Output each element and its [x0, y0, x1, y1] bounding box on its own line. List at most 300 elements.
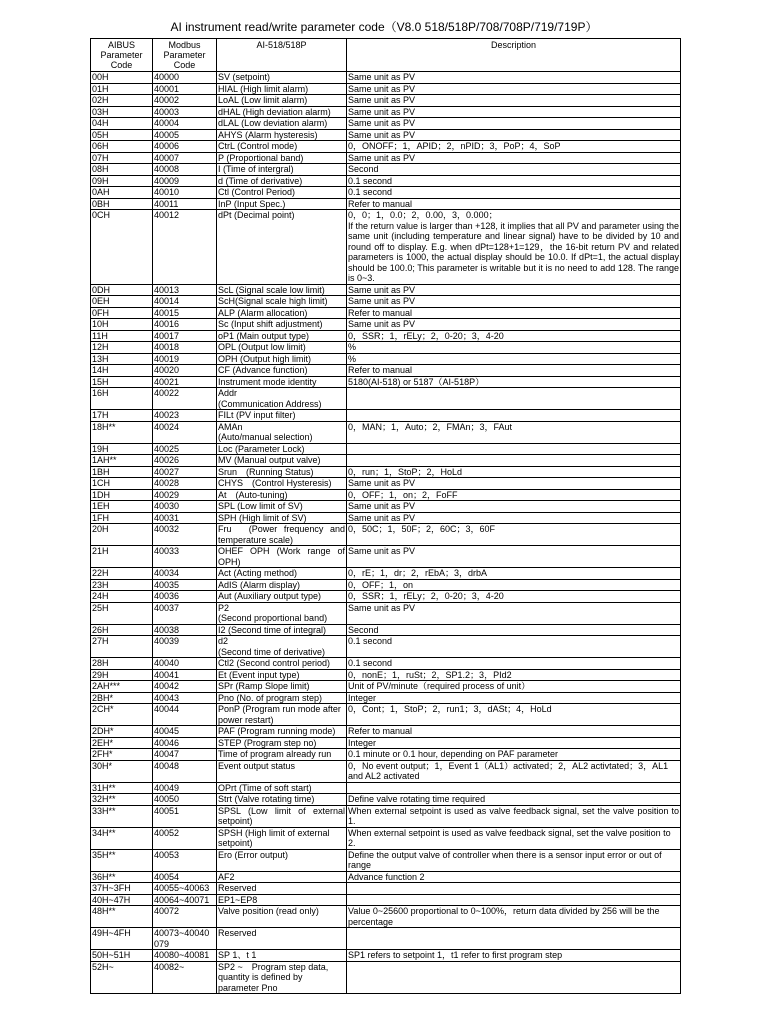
description-cell: Unit of PV/minute（required process of unit） [347, 681, 681, 693]
description-cell: 0，nonE；1，ruSt；2，SP1.2；3，PId2 [347, 669, 681, 681]
modbus-code-cell: 40048 [153, 760, 217, 782]
table-row [91, 512, 681, 524]
modbus-code-cell: 40028 [153, 478, 217, 490]
modbus-code-cell: 40022 [153, 388, 217, 410]
aibus-code-cell: 24H [91, 591, 153, 603]
description-cell: When external setpoint is used as valve feedback signal, set the valve position to 1. [348, 805, 679, 826]
table-row [91, 636, 681, 658]
description-cell: 0，Cont；1，StoP；2，run1；3，dASt；4，HoLd [347, 704, 681, 726]
table-row [91, 568, 681, 580]
description-cell: Same unit as PV [347, 95, 681, 107]
description-cell: Same unit as PV [347, 152, 681, 164]
modbus-code-cell: 40003 [153, 106, 217, 118]
table-row [91, 624, 681, 636]
aibus-code-cell: 01H [91, 83, 153, 95]
description-cell: Advance function 2 [347, 871, 681, 883]
aibus-code-cell: 0EH [91, 296, 153, 308]
modbus-code-cell: 40010 [153, 187, 217, 199]
parameter-name-cell: Strt (Valve rotating time) [217, 794, 347, 806]
description-cell: Same unit as PV [347, 72, 681, 84]
table-row [91, 106, 681, 118]
parameter-name-cell: InP (Input Spec.) [217, 198, 347, 210]
description-cell: 0，ONOFF；1，APID；2，nPID；3，PoP；4，SoP [347, 141, 681, 153]
description-cell [347, 883, 681, 895]
table-row [91, 388, 681, 410]
table-row [91, 376, 681, 388]
description-cell: 0，run；1，StoP；2，HoLd [347, 466, 681, 478]
description-cell: Same unit as PV [347, 512, 681, 524]
aibus-code-cell: 0AH [91, 187, 153, 199]
table-row [91, 187, 681, 199]
description-cell: 0，SSR；1，rELy；2，0-20；3，4-20 [347, 591, 681, 603]
aibus-code-cell: 32H** [91, 794, 153, 806]
description-cell [347, 782, 681, 794]
aibus-code-cell: 13H [91, 353, 153, 365]
aibus-code-cell: 08H [91, 164, 153, 176]
parameter-name-cell: Instrument mode identity [217, 376, 347, 388]
parameter-name-cell: HIAL (High limit alarm) [217, 83, 347, 95]
aibus-code-cell: 1DH [91, 489, 153, 501]
description-cell: Same unit as PV [347, 546, 681, 568]
modbus-code-cell: 40029 [153, 489, 217, 501]
table-row [91, 906, 681, 928]
aibus-code-cell: 15H [91, 376, 153, 388]
description-cell: Refer to manual [347, 365, 681, 377]
description-cell: Refer to manual [347, 726, 681, 738]
header-aibus-code: AIBUS Parameter Code [91, 39, 153, 72]
parameter-name-cell: OHEF OPH (Work range of OPH) [218, 546, 345, 567]
aibus-code-cell: 35H** [91, 849, 153, 871]
parameter-name-cell: OPrt (Time of soft start) [217, 782, 347, 794]
aibus-code-cell: 31H** [91, 782, 153, 794]
modbus-code-cell: 40037 [153, 602, 217, 624]
table-row [91, 365, 681, 377]
modbus-code-cell: 40011 [153, 198, 217, 210]
modbus-code-cell: 40039 [153, 636, 217, 658]
table-row [91, 443, 681, 455]
description-cell: Define the output valve of controller when there is a sensor input error or out of range [347, 849, 681, 871]
aibus-code-cell: 1CH [91, 478, 153, 490]
description-cell: 0，OFF；1，on [347, 579, 681, 591]
table-row [91, 421, 681, 443]
table-row [91, 827, 681, 849]
table-row [91, 330, 681, 342]
parameter-name-cell: Sc (Input shift adjustment) [217, 319, 347, 331]
parameter-name-cell: SPr (Ramp Slope limit) [217, 681, 347, 693]
table-row [91, 478, 681, 490]
description-cell: 5180(AI-518) or 5187（AI-518P） [347, 376, 681, 388]
parameter-name-cell: Fru (Power frequency and temperature scale) [218, 524, 345, 545]
description-cell: 0，No event output；1，Event 1（AL1）activated；2，AL2 activtated；3，AL1 and AL2 activated [347, 760, 681, 782]
header-parameter-name: AI-518/518P [217, 39, 347, 72]
modbus-code-cell: 40064~40071 [153, 894, 217, 906]
parameter-name-cell: dHAL (High deviation alarm) [217, 106, 347, 118]
table-row [91, 894, 681, 906]
aibus-code-cell: 10H [91, 319, 153, 331]
aibus-code-cell: 19H [91, 443, 153, 455]
modbus-code-cell: 40041 [153, 669, 217, 681]
parameter-name-cell: Srun (Running Status) [217, 466, 347, 478]
modbus-code-cell: 40052 [153, 827, 217, 849]
parameter-name-cell: SPH (High limit of SV) [217, 512, 347, 524]
aibus-code-cell: 03H [91, 106, 153, 118]
aibus-code-cell: 23H [91, 579, 153, 591]
parameter-name-cell: PAF (Program running mode) [217, 726, 347, 738]
aibus-code-cell: 16H [91, 388, 153, 410]
description-cell: 0.1 second [347, 636, 681, 658]
parameter-name-cell: P (Proportional band) [217, 152, 347, 164]
description-cell: Value 0~25600 proportional to 0~100%，return data divided by 256 will be the percentage [347, 906, 681, 928]
description-cell: Integer [347, 737, 681, 749]
modbus-code-cell: 40007 [153, 152, 217, 164]
description-cell: % [347, 342, 681, 354]
aibus-code-cell: 34H** [91, 827, 153, 849]
parameter-name-cell: Addr (Communication Address) [217, 388, 347, 410]
table-row [91, 760, 681, 782]
aibus-code-cell: 06H [91, 141, 153, 153]
description-cell: Second [347, 624, 681, 636]
parameter-name-cell: Loc (Parameter Lock) [217, 443, 347, 455]
parameter-name-cell: PonP (Program run mode after power restart) [217, 704, 347, 726]
aibus-code-cell: 2BH* [91, 692, 153, 704]
description-cell [347, 928, 681, 950]
table-row [91, 794, 681, 806]
modbus-code-cell: 40021 [153, 376, 217, 388]
parameter-name-cell: ScL (Signal scale low limit) [217, 284, 347, 296]
aibus-code-cell: 2EH* [91, 737, 153, 749]
modbus-code-cell: 40001 [153, 83, 217, 95]
parameter-name-cell: Event output status [217, 760, 347, 782]
table-row [91, 782, 681, 794]
aibus-code-cell: 49H~4FH [91, 928, 153, 950]
description-cell: Same unit as PV [347, 284, 681, 296]
parameter-name-cell: SP2 ~ Program step data, quantity is defined by parameter Pno [217, 961, 347, 994]
modbus-code-cell: 40050 [153, 794, 217, 806]
modbus-code-cell: 40030 [153, 501, 217, 513]
table-row [91, 210, 681, 285]
description-cell: 0，MAN；1，Auto；2，FMAn；3，FAut [347, 421, 681, 443]
modbus-code-cell: 40036 [153, 591, 217, 603]
description-cell: Same unit as PV [347, 118, 681, 130]
modbus-code-cell: 40047 [153, 749, 217, 761]
description-cell: 0，SSR；1，rELy；2，0-20；3，4-20 [347, 330, 681, 342]
table-row [91, 849, 681, 871]
aibus-code-cell: 1FH [91, 512, 153, 524]
table-row [91, 72, 681, 84]
modbus-code-cell: 40082~ [153, 961, 217, 994]
parameter-name-cell: Reserved [217, 928, 347, 950]
table-row [91, 129, 681, 141]
table-row [91, 692, 681, 704]
aibus-code-cell: 07H [91, 152, 153, 164]
parameter-name-cell: Ero (Error output) [217, 849, 347, 871]
modbus-code-cell: 40012 [153, 210, 217, 285]
aibus-code-cell: 1EH [91, 501, 153, 513]
table-row [91, 883, 681, 895]
modbus-code-cell: 40002 [153, 95, 217, 107]
aibus-code-cell: 2DH* [91, 726, 153, 738]
parameter-name-cell: SPSH (High limit of external setpoint) [217, 827, 347, 849]
modbus-code-cell: 40073~40040 079 [153, 928, 217, 950]
parameter-name-cell: EP1~EP8 [217, 894, 347, 906]
description-cell: 0.1 second [347, 187, 681, 199]
modbus-code-cell: 40080~40081 [153, 950, 217, 962]
table-row [91, 681, 681, 693]
parameter-name-cell: CHYS (Control Hysteresis) [217, 478, 347, 490]
parameter-name-cell: Pno (No. of program step) [217, 692, 347, 704]
aibus-code-cell: 52H~ [91, 961, 153, 994]
parameter-name-cell: Et (Event input type) [217, 669, 347, 681]
modbus-code-cell: 40005 [153, 129, 217, 141]
modbus-code-cell: 40026 [153, 455, 217, 467]
parameter-name-cell: ALP (Alarm allocation) [217, 307, 347, 319]
parameter-name-cell: d2 (Second time of derivative) [217, 636, 347, 658]
modbus-code-cell: 40033 [153, 546, 217, 568]
table-row [91, 602, 681, 624]
aibus-code-cell: 12H [91, 342, 153, 354]
parameter-table [90, 38, 681, 994]
modbus-code-cell: 40046 [153, 737, 217, 749]
description-cell: Integer [347, 692, 681, 704]
table-row [91, 579, 681, 591]
aibus-code-cell: 28H [91, 658, 153, 670]
table-row [91, 950, 681, 962]
aibus-code-cell: 04H [91, 118, 153, 130]
table-row [91, 546, 681, 568]
parameter-name-cell: AF2 [217, 871, 347, 883]
parameter-name-cell: Ctl (Control Period) [217, 187, 347, 199]
parameter-name-cell: dPt (Decimal point) [217, 210, 347, 285]
table-row [91, 489, 681, 501]
table-row [91, 141, 681, 153]
table-row [91, 307, 681, 319]
table-row [91, 726, 681, 738]
parameter-name-cell: Reserved [217, 883, 347, 895]
aibus-code-cell: 48H** [91, 906, 153, 928]
modbus-code-cell: 40035 [153, 579, 217, 591]
description-cell [347, 894, 681, 906]
modbus-code-cell: 40045 [153, 726, 217, 738]
aibus-code-cell: 36H** [91, 871, 153, 883]
table-row [91, 737, 681, 749]
parameter-name-cell: OPH (Output high limit) [217, 353, 347, 365]
description-cell [347, 388, 681, 410]
aibus-code-cell: 0FH [91, 307, 153, 319]
aibus-code-cell: 2FH* [91, 749, 153, 761]
header-description: Description [347, 39, 681, 72]
table-row [91, 296, 681, 308]
parameter-name-cell: SP 1、t 1 [217, 950, 347, 962]
modbus-code-cell: 40016 [153, 319, 217, 331]
table-row [91, 805, 681, 827]
aibus-code-cell: 21H [91, 546, 153, 568]
aibus-code-cell: 26H [91, 624, 153, 636]
aibus-code-cell: 0DH [91, 284, 153, 296]
parameter-name-cell: STEP (Program step no) [217, 737, 347, 749]
description-cell: Same unit as PV [347, 83, 681, 95]
description-cell: 0，50C；1，50F；2，60C；3，60F [347, 524, 681, 546]
aibus-code-cell: 22H [91, 568, 153, 580]
parameter-name-cell: AHYS (Alarm hysteresis) [217, 129, 347, 141]
aibus-code-cell: 40H~47H [91, 894, 153, 906]
table-row [91, 928, 681, 950]
table-row [91, 410, 681, 422]
aibus-code-cell: 20H [91, 524, 153, 546]
modbus-code-cell: 40031 [153, 512, 217, 524]
modbus-code-cell: 40017 [153, 330, 217, 342]
table-row [91, 198, 681, 210]
description-cell: 0，0；1，0.0；2，0.00，3，0.000； If the return value is larger than +128, it implies that all PV and parameter using the same unit (including temperature and linear signal) have to be divided by 10 and round off to display. E.g. when dPt=128+1=129，the 16-bit return PV and related parameters is 1000, the actual display should be 10.0. If dPt=1, the actual display should be 100.0; This parameter is writable but it is no need to add 128. The range is 0~3. [348, 210, 679, 283]
parameter-name-cell: AMAn (Auto/manual selection) [217, 421, 347, 443]
parameter-name-cell: FILt (PV input filter) [217, 410, 347, 422]
modbus-code-cell: 40020 [153, 365, 217, 377]
parameter-name-cell: I (Time of intergral) [217, 164, 347, 176]
description-cell: Same unit as PV [347, 129, 681, 141]
parameter-name-cell: SPSL (Low limit of external setpoint) [218, 805, 345, 826]
parameter-name-cell: CF (Advance function) [217, 365, 347, 377]
modbus-code-cell: 40023 [153, 410, 217, 422]
modbus-code-cell: 40051 [153, 805, 217, 827]
aibus-code-cell: 18H** [91, 421, 153, 443]
aibus-code-cell: 05H [91, 129, 153, 141]
table-row [91, 749, 681, 761]
modbus-code-cell: 40019 [153, 353, 217, 365]
table-row [91, 501, 681, 513]
description-cell [347, 443, 681, 455]
parameter-name-cell: MV (Manual output valve) [217, 455, 347, 467]
aibus-code-cell: 25H [91, 602, 153, 624]
table-row [91, 704, 681, 726]
table-row [91, 118, 681, 130]
aibus-code-cell: 1AH** [91, 455, 153, 467]
parameter-name-cell: dLAL (Low deviation alarm) [217, 118, 347, 130]
aibus-code-cell: 09H [91, 175, 153, 187]
modbus-code-cell: 40015 [153, 307, 217, 319]
description-cell [347, 455, 681, 467]
aibus-code-cell: 50H~51H [91, 950, 153, 962]
parameter-name-cell: Valve position (read only) [217, 906, 347, 928]
description-cell: 0.1 minute or 0.1 hour, depending on PAF parameter [347, 749, 681, 761]
aibus-code-cell: 14H [91, 365, 153, 377]
modbus-code-cell: 40042 [153, 681, 217, 693]
header-modbus-code: Modbus Parameter Code [153, 39, 217, 72]
table-row [91, 342, 681, 354]
modbus-code-cell: 40040 [153, 658, 217, 670]
aibus-code-cell: 0BH [91, 198, 153, 210]
modbus-code-cell: 40072 [153, 906, 217, 928]
modbus-code-cell: 40049 [153, 782, 217, 794]
parameter-name-cell: Aut (Auxiliary output type) [217, 591, 347, 603]
parameter-name-cell: Time of program already run [217, 749, 347, 761]
page-title: AI instrument read/write parameter code（V8.0 518/518P/708/708P/719/719P） [170, 20, 598, 34]
table-row [91, 466, 681, 478]
description-cell: Refer to manual [347, 307, 681, 319]
parameter-name-cell: OPL (Output low limit) [217, 342, 347, 354]
table-row [91, 669, 681, 681]
modbus-code-cell: 40018 [153, 342, 217, 354]
parameter-name-cell: At (Auto-tuning) [217, 489, 347, 501]
description-cell [347, 961, 681, 994]
modbus-code-cell: 40024 [153, 421, 217, 443]
aibus-code-cell: 37H~3FH [91, 883, 153, 895]
aibus-code-cell: 30H* [91, 760, 153, 782]
table-row [91, 524, 681, 546]
table-row [91, 83, 681, 95]
aibus-code-cell: 33H** [91, 805, 153, 827]
aibus-code-cell: 27H [91, 636, 153, 658]
modbus-code-cell: 40014 [153, 296, 217, 308]
modbus-code-cell: 40044 [153, 704, 217, 726]
table-row [91, 152, 681, 164]
description-cell: Same unit as PV [347, 602, 681, 624]
aibus-code-cell: 17H [91, 410, 153, 422]
modbus-code-cell: 40053 [153, 849, 217, 871]
description-cell: Refer to manual [347, 198, 681, 210]
aibus-code-cell: 2AH*** [91, 681, 153, 693]
modbus-code-cell: 40054 [153, 871, 217, 883]
table-row [91, 175, 681, 187]
table-body [91, 72, 681, 994]
parameter-name-cell: d (Time of derivative) [217, 175, 347, 187]
modbus-code-cell: 40004 [153, 118, 217, 130]
parameter-name-cell: ScH(Signal scale high limit) [217, 296, 347, 308]
table-row [91, 961, 681, 994]
description-cell: Define valve rotating time required [347, 794, 681, 806]
description-cell: 0，OFF；1，on；2，FoFF [347, 489, 681, 501]
description-cell: Same unit as PV [347, 478, 681, 490]
parameter-name-cell: AdIS (Alarm display) [217, 579, 347, 591]
table-row [91, 658, 681, 670]
modbus-code-cell: 40006 [153, 141, 217, 153]
parameter-name-cell: LoAL (Low limit alarm) [217, 95, 347, 107]
modbus-code-cell: 40027 [153, 466, 217, 478]
modbus-code-cell: 40013 [153, 284, 217, 296]
aibus-code-cell: 1BH [91, 466, 153, 478]
modbus-code-cell: 40008 [153, 164, 217, 176]
description-cell: Second [347, 164, 681, 176]
modbus-code-cell: 40034 [153, 568, 217, 580]
description-cell: Same unit as PV [347, 296, 681, 308]
modbus-code-cell: 40009 [153, 175, 217, 187]
parameter-name-cell: CtrL (Control mode) [217, 141, 347, 153]
parameter-name-cell: P2 (Second proportional band) [217, 602, 347, 624]
modbus-code-cell: 40032 [153, 524, 217, 546]
parameter-name-cell: SPL (Low limit of SV) [217, 501, 347, 513]
description-cell: 0.1 second [347, 175, 681, 187]
table-row [91, 591, 681, 603]
parameter-name-cell: SV (setpoint) [217, 72, 347, 84]
modbus-code-cell: 40038 [153, 624, 217, 636]
description-cell: Same unit as PV [347, 106, 681, 118]
parameter-name-cell: oP1 (Main output type) [217, 330, 347, 342]
parameter-name-cell: Act (Acting method) [217, 568, 347, 580]
description-cell: 0.1 second [347, 658, 681, 670]
aibus-code-cell: 00H [91, 72, 153, 84]
table-row [91, 164, 681, 176]
description-cell: Same unit as PV [347, 501, 681, 513]
description-cell: Same unit as PV [347, 319, 681, 331]
table-row [91, 284, 681, 296]
aibus-code-cell: 0CH [91, 210, 153, 285]
table-row [91, 95, 681, 107]
description-cell [347, 410, 681, 422]
table-row [91, 319, 681, 331]
table-row [91, 353, 681, 365]
description-cell: % [347, 353, 681, 365]
parameter-name-cell: I2 (Second time of integral) [217, 624, 347, 636]
modbus-code-cell: 40043 [153, 692, 217, 704]
table-header-row [91, 39, 681, 72]
